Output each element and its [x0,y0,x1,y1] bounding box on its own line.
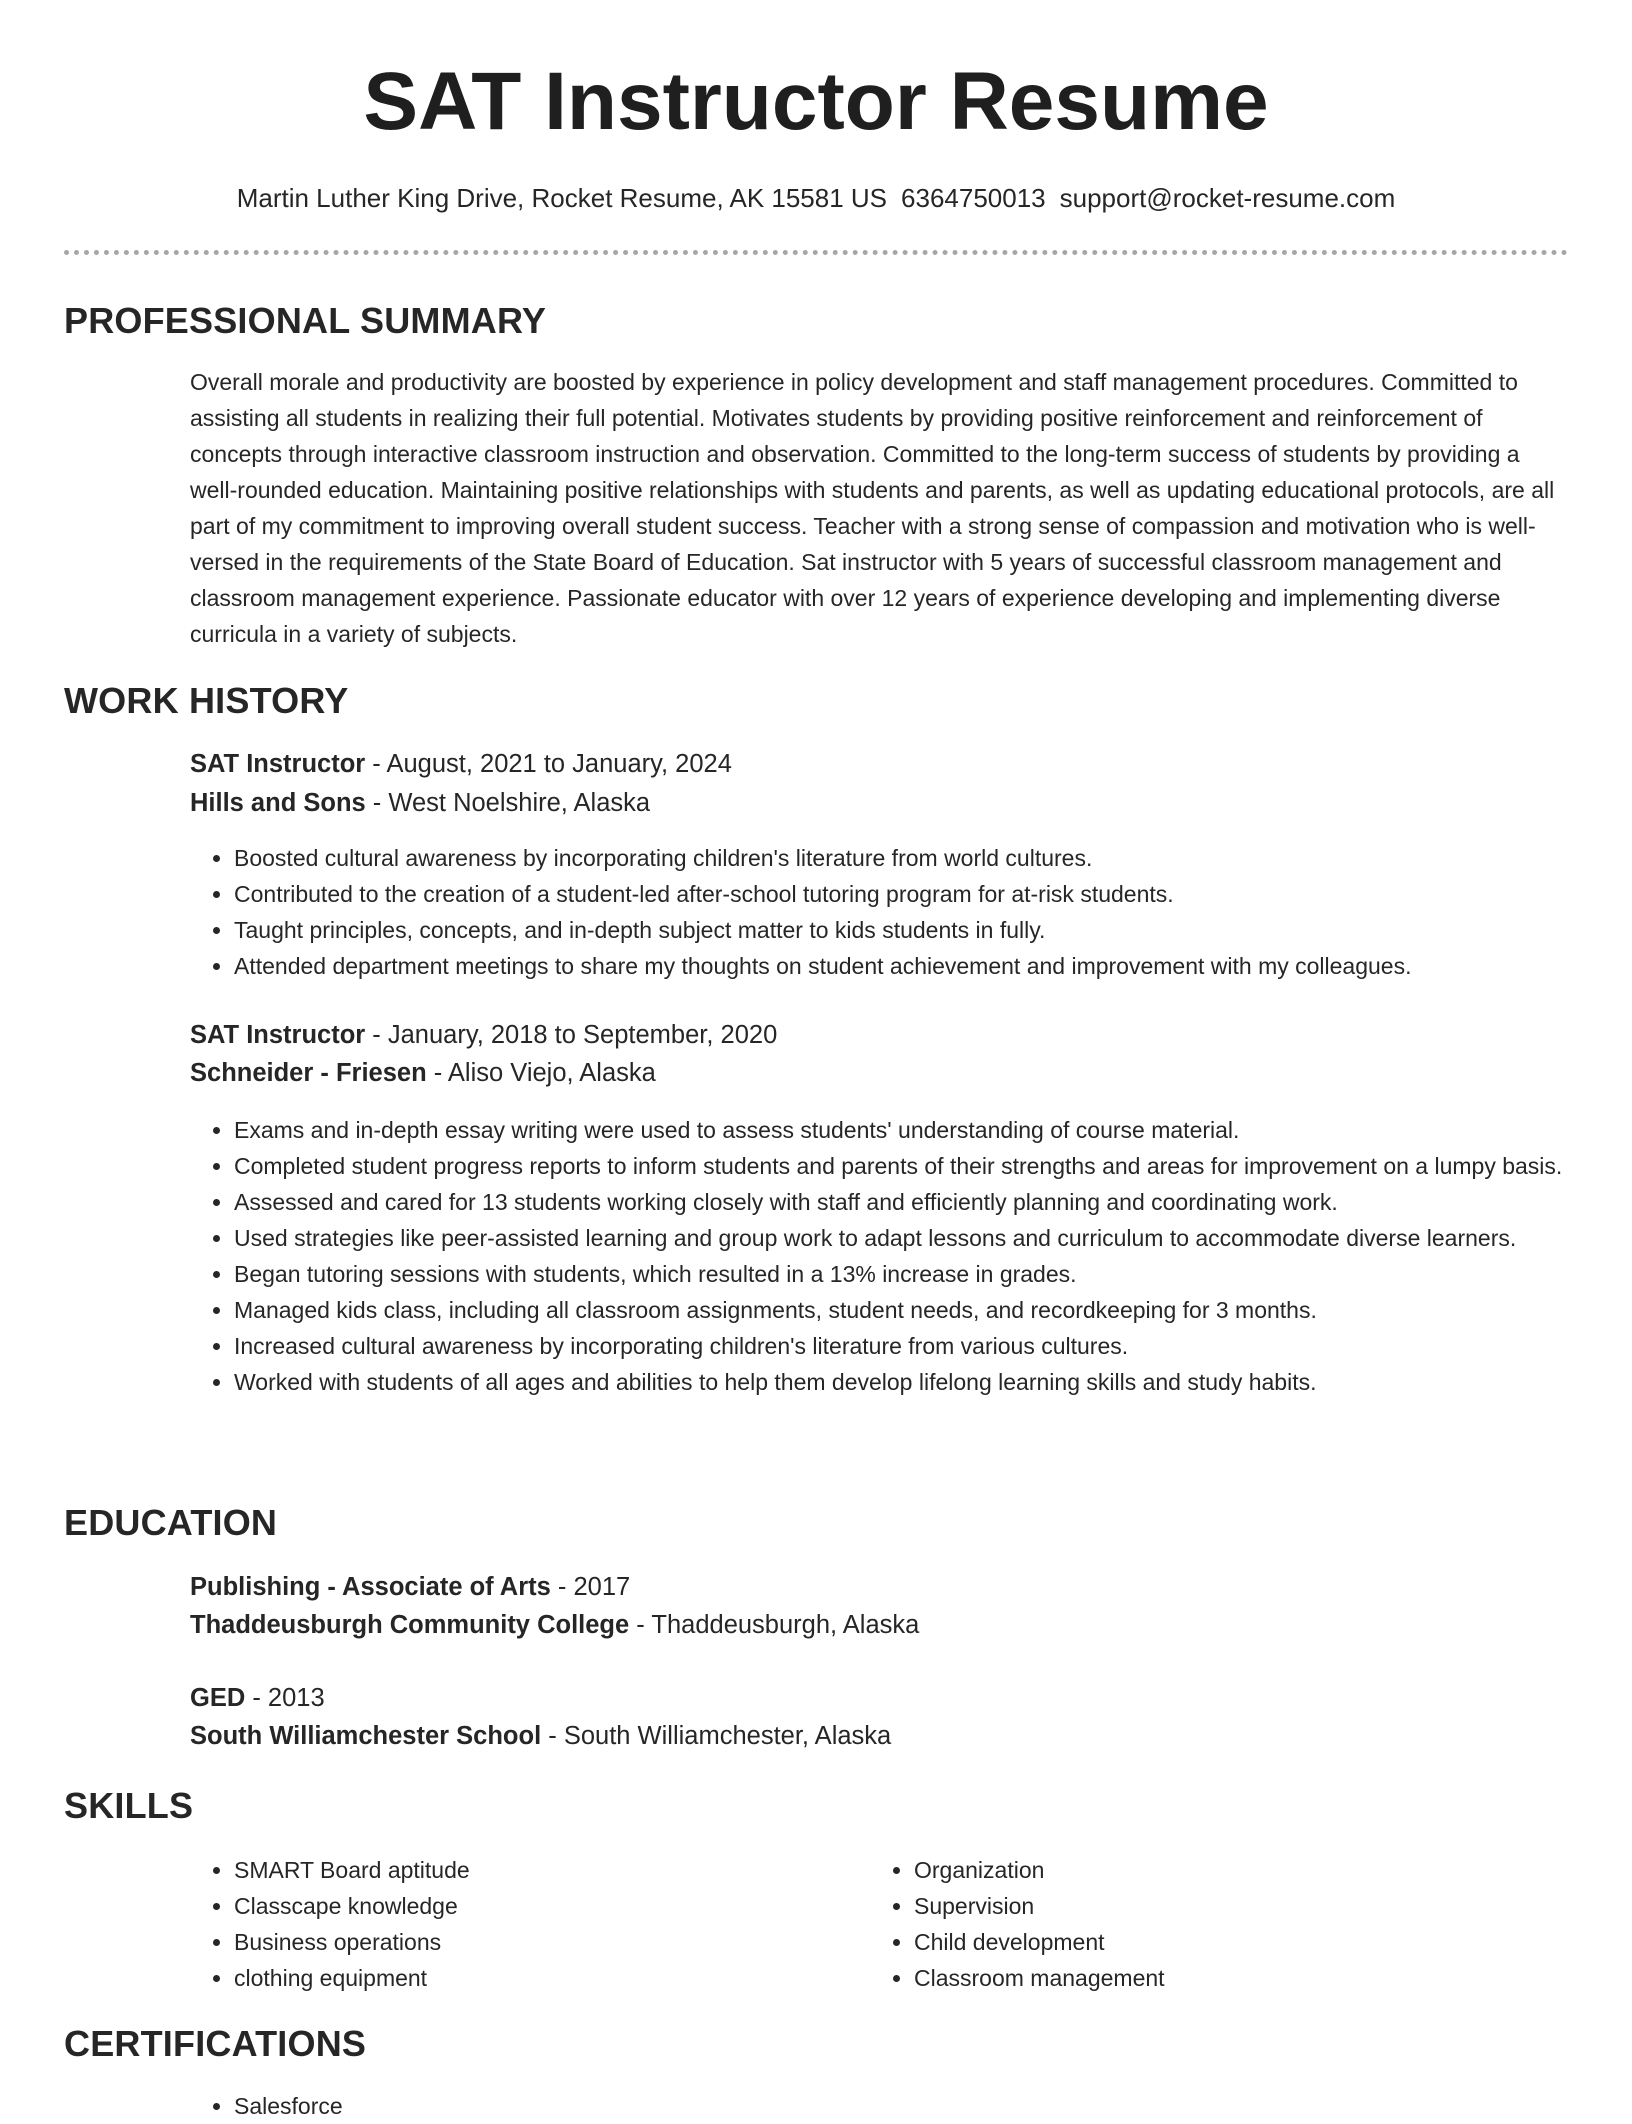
list-item: • Boosted cultural awareness by incorporating children's literature from world cultures. [234,840,1568,876]
job-2-company: Schneider - Friesen [190,1059,427,1087]
job-1-dates: - August, 2021 to January, 2024 [365,750,732,778]
resume-title: SAT Instructor Resume [363,56,1269,147]
contact-address: Martin Luther King Drive, Rocket Resume, AK 15581 US [236,183,888,213]
job-1-bullets [190,840,1568,984]
list-item: • Increased cultural awareness by incorporating children's literature from various cultures. [234,1328,1568,1364]
section-title-certifications: CERTIFICATIONS [64,2023,367,2064]
list-item: • Exams and in-depth essay writing were used to assess students' understanding of course material. [234,1112,1568,1148]
job-1-role: SAT Instructor [190,750,366,778]
list-item: • Worked with students of all ages and abilities to help them develop lifelong learning skills and study habits. [234,1364,1568,1400]
skills-list-left [190,1852,874,1996]
job-2-employer [190,1055,656,1091]
list-item: • Child development [914,1924,1554,1960]
list-item: • Attended department meetings to share my thoughts on student achievement and improvement with my colleagues. [234,948,1568,984]
edu-2-school: South Williamchester School [190,1722,542,1750]
job-2-bullets [190,1112,1568,1400]
edu-1-location: - Thaddeusburgh, Alaska [629,1611,920,1639]
job-1-employer [190,785,650,821]
edu-1-school: Thaddeusburgh Community College [190,1611,630,1639]
section-title-skills: SKILLS [64,1785,194,1826]
list-item: • Began tutoring sessions with students, which resulted in a 13% increase in grades. [234,1256,1568,1292]
list-item: • Used strategies like peer-assisted learning and group work to adapt lessons and curriculum to accommodate diverse learners. [234,1220,1568,1256]
job-1-location: - West Noelshire, Alaska [365,789,651,817]
edu-1-heading [190,1569,630,1605]
edu-2-school-line [190,1718,891,1754]
job-2-role: SAT Instructor [190,1021,366,1049]
certifications-list [190,2088,874,2124]
list-item: • SMART Board aptitude [234,1852,874,1888]
list-item: • Managed kids class, including all classroom assignments, student needs, and recordkeeping for 3 months. [234,1292,1568,1328]
list-item: • Classcape knowledge [234,1888,874,1924]
list-item: • clothing equipment [234,1960,874,1996]
contact-email[interactable]: support@rocket-resume.com [1059,183,1396,213]
edu-1-school-line [190,1607,919,1643]
header-divider [64,250,1568,255]
summary-text: Overall morale and productivity are boosted by experience in policy development and staff management procedures. Committed to assisting all students in realizing their full potential. Motivates students by providing positive reinforcement and reinforcement of concepts through interactive classroom instruction and observation. Committed to the long-term success of students by providing a well-rounded education. Maintaining positive relationships with students and parents, as well as updating educational protocols, are all part of my commitment to improving overall student success. Teacher with a strong sense of compassion and motivation who is well-versed in the requirements of the State Board of Education. Sat instructor with 5 years of successful classroom management and classroom management experience. Passionate educator with over 12 years of experience developing and implementing diverse curricula in a variety of subjects. [190,369,1555,647]
section-title-education: EDUCATION [64,1502,278,1543]
list-item: • Salesforce [234,2088,874,2124]
edu-2-heading [190,1680,325,1716]
edu-1-year: - 2017 [550,1573,631,1601]
section-title-work: WORK HISTORY [64,680,349,721]
edu-2-location: - South Williamchester, Alaska [541,1722,892,1750]
job-2-dates: - January, 2018 to September, 2020 [365,1021,778,1049]
list-item: • Contributed to the creation of a student-led after-school tutoring program for at-risk students. [234,876,1568,912]
list-item: • Supervision [914,1888,1554,1924]
list-item: • Completed student progress reports to inform students and parents of their strengths and areas for improvement on a lumpy basis. [234,1148,1568,1184]
edu-2-degree: GED [190,1684,246,1712]
list-item: • Organization [914,1852,1554,1888]
section-title-summary: PROFESSIONAL SUMMARY [64,300,547,341]
job-1-company: Hills and Sons [190,789,366,817]
job-2-location: - Aliso Viejo, Alaska [426,1059,656,1087]
edu-1-degree: Publishing - Associate of Arts [190,1573,551,1601]
list-item: • Classroom management [914,1960,1554,1996]
edu-2-year: - 2013 [245,1684,325,1712]
list-item: • Taught principles, concepts, and in-depth subject matter to kids students in fully. [234,912,1568,948]
job-2-heading [190,1017,777,1053]
contact-line [0,180,1632,216]
skills-list-right [870,1852,1554,1996]
list-item: • Business operations [234,1924,874,1960]
contact-phone: 6364750013 [901,183,1046,213]
job-1-heading [190,746,732,782]
list-item: • Assessed and cared for 13 students working closely with staff and efficiently planning and coordinating work. [234,1184,1568,1220]
